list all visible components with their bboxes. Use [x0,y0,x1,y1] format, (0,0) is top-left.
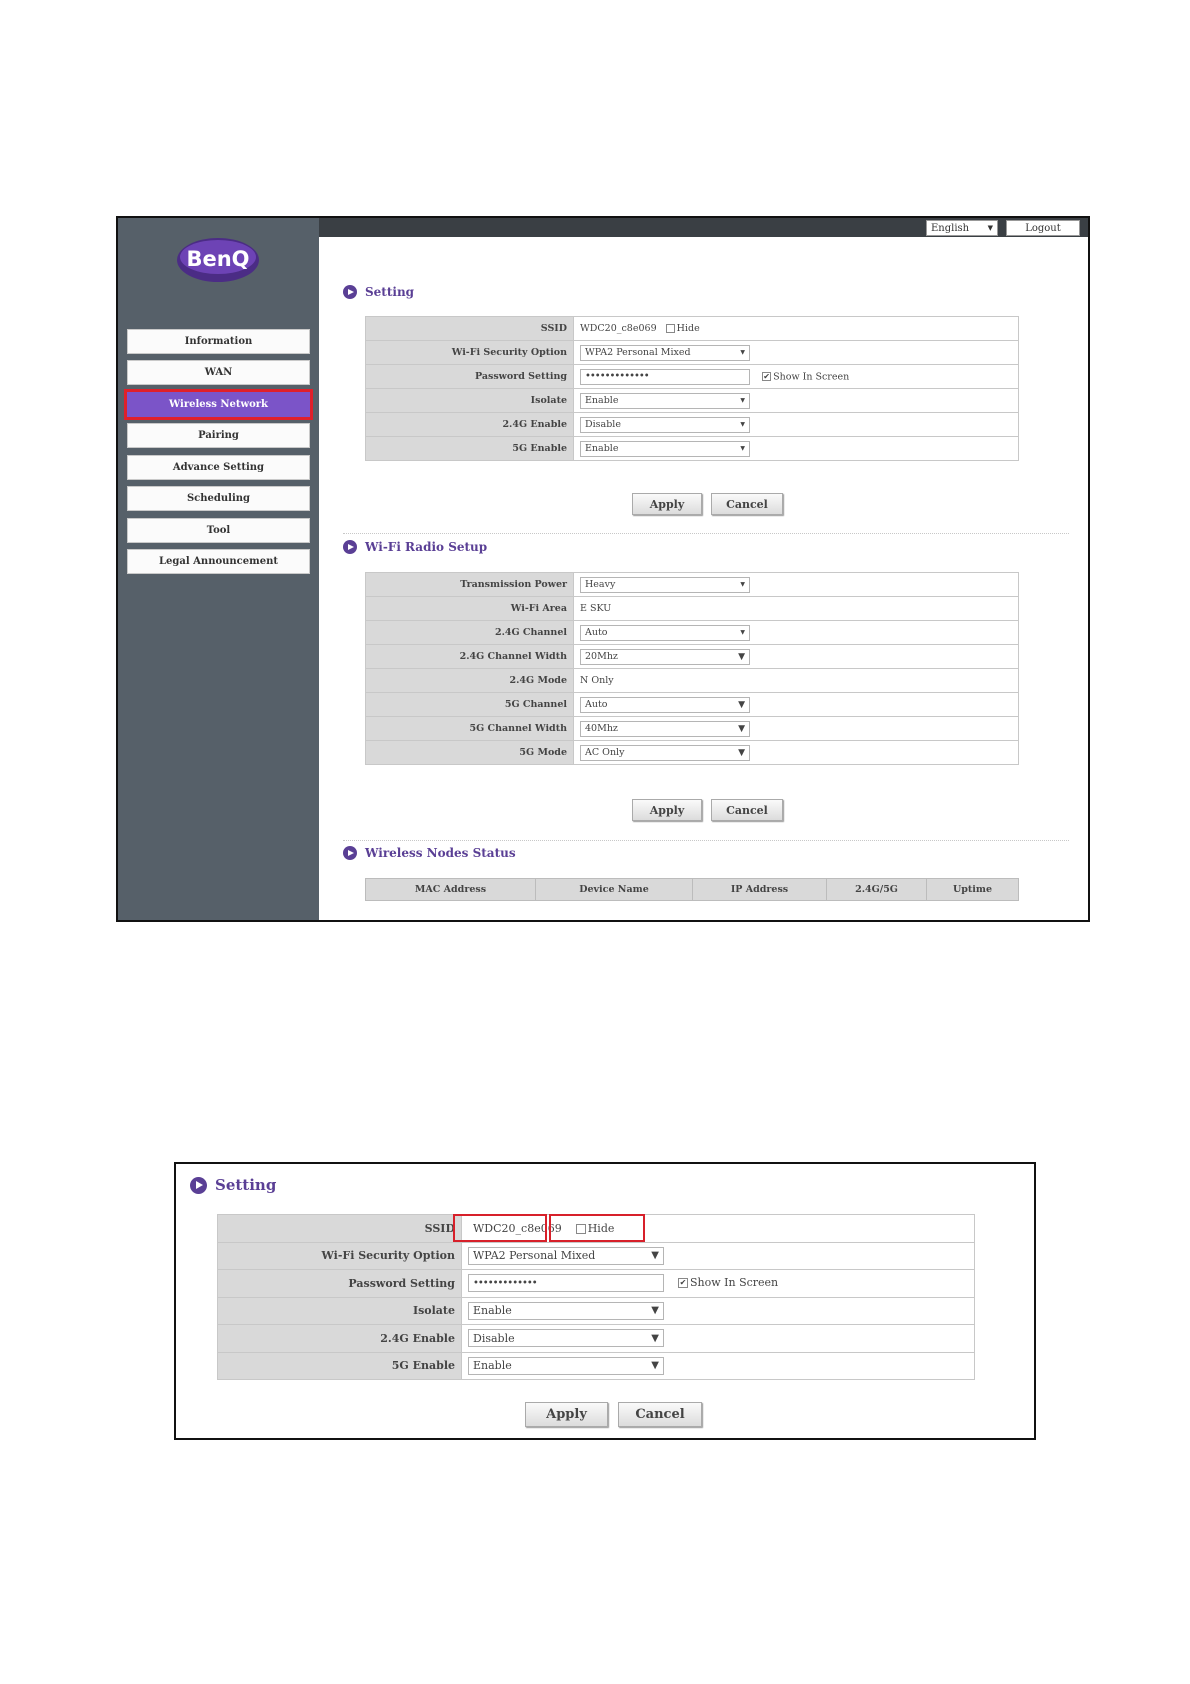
radio-table [365,572,1019,765]
radio-section-title: Wi-Fi Radio Setup [343,540,487,554]
channel-5g-select[interactable]: Auto ▼ [580,697,750,713]
table-row: Isolate Enable ▼ [366,389,1019,413]
ssid-value[interactable]: WDC20_c8e069 [580,323,657,334]
transmission-power-select[interactable]: Heavy ▼ [580,577,750,593]
password-input[interactable]: ••••••••••••• [580,369,750,385]
table-row: Password Setting ••••••••••••• ✔ Show In Screen [366,365,1019,389]
chevron-down-icon: ▼ [740,397,745,404]
table-row: 2.4G Channel Auto ▼ [366,621,1019,645]
ssid-value[interactable]: WDC20_c8e069 [473,1221,562,1235]
nodes-section-title: Wireless Nodes Status [343,846,516,860]
play-bullet-icon [343,846,357,860]
isolate-select[interactable]: Enable ▼ [580,393,750,409]
table-row: 5G Enable Enable ▼ [366,437,1019,461]
setting-section-title: Setting [190,1176,276,1194]
setting-apply-button[interactable]: Apply [632,493,702,515]
divider [343,533,1069,534]
router-admin-screenshot [116,216,1090,922]
language-value: English [931,222,970,234]
sidebar-item-wan[interactable]: WAN [127,360,310,385]
chevron-down-icon: ▼ [738,747,745,758]
table-row: Isolate Enable ▼ [218,1297,975,1325]
table-row: Password Setting ••••••••••••• ✔ Show In Screen [218,1270,975,1298]
channel-width-5g-select[interactable]: 40Mhz ▼ [580,721,750,737]
sidebar-item-information[interactable]: Information [127,329,310,354]
table-row: 2.4G Channel Width 20Mhz ▼ [366,645,1019,669]
table-row: 5G Mode AC Only ▼ [366,741,1019,765]
channel-24g-select[interactable]: Auto ▼ [580,625,750,641]
table-row: 5G Enable Enable ▼ [218,1352,975,1380]
sidebar-item-tool[interactable]: Tool [127,518,310,543]
table-row: Wi-Fi Area E SKU [366,597,1019,621]
wifi-area-value: E SKU [574,597,1019,621]
svg-text:BenQ: BenQ [186,247,250,271]
sidebar-item-wireless-network[interactable]: Wireless Network [127,392,310,417]
setting-cancel-button[interactable]: Cancel [711,493,783,515]
ssid-callout-box [453,1214,547,1242]
hide-callout-box [549,1214,645,1242]
chevron-down-icon: ▼ [740,629,745,636]
mode-24g-value: N Only [574,669,1019,693]
enable-24g-select[interactable]: Disable ▼ [468,1329,664,1347]
password-input[interactable]: ••••••••••••• [468,1274,664,1292]
setting-section-title: Setting [343,285,414,299]
enable-5g-select[interactable]: Enable ▼ [468,1357,664,1375]
sidebar [118,218,319,920]
sidebar-item-pairing[interactable]: Pairing [127,423,310,448]
benq-logo [176,236,260,284]
chevron-down-icon: ▼ [651,1250,659,1262]
table-row: Transmission Power Heavy ▼ [366,573,1019,597]
col-device-name: Device Name [536,879,693,901]
chevron-down-icon: ▼ [738,723,745,734]
chevron-down-icon: ▼ [651,1305,659,1317]
sidebar-item-scheduling[interactable]: Scheduling [127,486,310,511]
play-bullet-icon [343,285,357,299]
chevron-down-icon: ▼ [987,224,993,232]
security-option-select[interactable]: WPA2 Personal Mixed ▼ [580,345,750,361]
chevron-down-icon: ▼ [651,1332,659,1344]
chevron-down-icon: ▼ [740,581,745,588]
chevron-down-icon: ▼ [740,445,745,452]
enable-24g-select[interactable]: Disable ▼ [580,417,750,433]
table-row: 2.4G Enable Disable ▼ [218,1325,975,1353]
radio-apply-button[interactable]: Apply [632,799,702,821]
enable-5g-select[interactable]: Enable ▼ [580,441,750,457]
table-row: SSID WDC20_c8e069 Hide [366,317,1019,341]
table-row: 2.4G Mode N Only [366,669,1019,693]
table-row: SSID WDC20_c8e069 Hide [218,1215,975,1243]
mode-5g-select[interactable]: AC Only ▼ [580,745,750,761]
table-row: 2.4G Enable Disable ▼ [366,413,1019,437]
chevron-down-icon: ▼ [740,349,745,356]
chevron-down-icon: ▼ [738,699,745,710]
channel-width-24g-select[interactable]: 20Mhz ▼ [580,649,750,665]
language-select[interactable] [926,220,998,236]
setting-zoom-screenshot [174,1162,1036,1440]
col-mac-address: MAC Address [366,879,536,901]
setting-table [365,316,1019,461]
play-bullet-icon [190,1177,207,1194]
hide-checkbox[interactable] [666,324,675,333]
table-row: Wi-Fi Security Option WPA2 Personal Mixed ▼ [218,1242,975,1270]
nodes-table [365,878,1019,901]
table-header-row [366,879,1019,901]
sidebar-item-legal-announcement[interactable]: Legal Announcement [127,549,310,574]
chevron-down-icon: ▼ [740,421,745,428]
isolate-select[interactable]: Enable ▼ [468,1302,664,1320]
table-row: 5G Channel Width 40Mhz ▼ [366,717,1019,741]
top-bar [319,218,1088,237]
col-uptime: Uptime [927,879,1019,901]
show-in-screen-checkbox[interactable]: ✔ [763,372,770,381]
setting-cancel-button[interactable]: Cancel [618,1402,702,1427]
table-row: Wi-Fi Security Option WPA2 Personal Mixed ▼ [366,341,1019,365]
radio-cancel-button[interactable]: Cancel [711,799,783,821]
sidebar-item-advance-setting[interactable]: Advance Setting [127,455,310,480]
chevron-down-icon: ▼ [738,651,745,662]
security-option-select[interactable]: WPA2 Personal Mixed ▼ [468,1247,664,1265]
main-content [319,237,1088,920]
show-in-screen-checkbox[interactable]: ✔ [679,1278,687,1288]
divider [343,840,1069,841]
play-bullet-icon [343,540,357,554]
table-row: 5G Channel Auto ▼ [366,693,1019,717]
col-ip-address: IP Address [693,879,827,901]
setting-apply-button[interactable]: Apply [525,1402,608,1427]
col-band: 2.4G/5G [827,879,927,901]
logout-button[interactable]: Logout [1006,220,1080,236]
chevron-down-icon: ▼ [651,1360,659,1372]
